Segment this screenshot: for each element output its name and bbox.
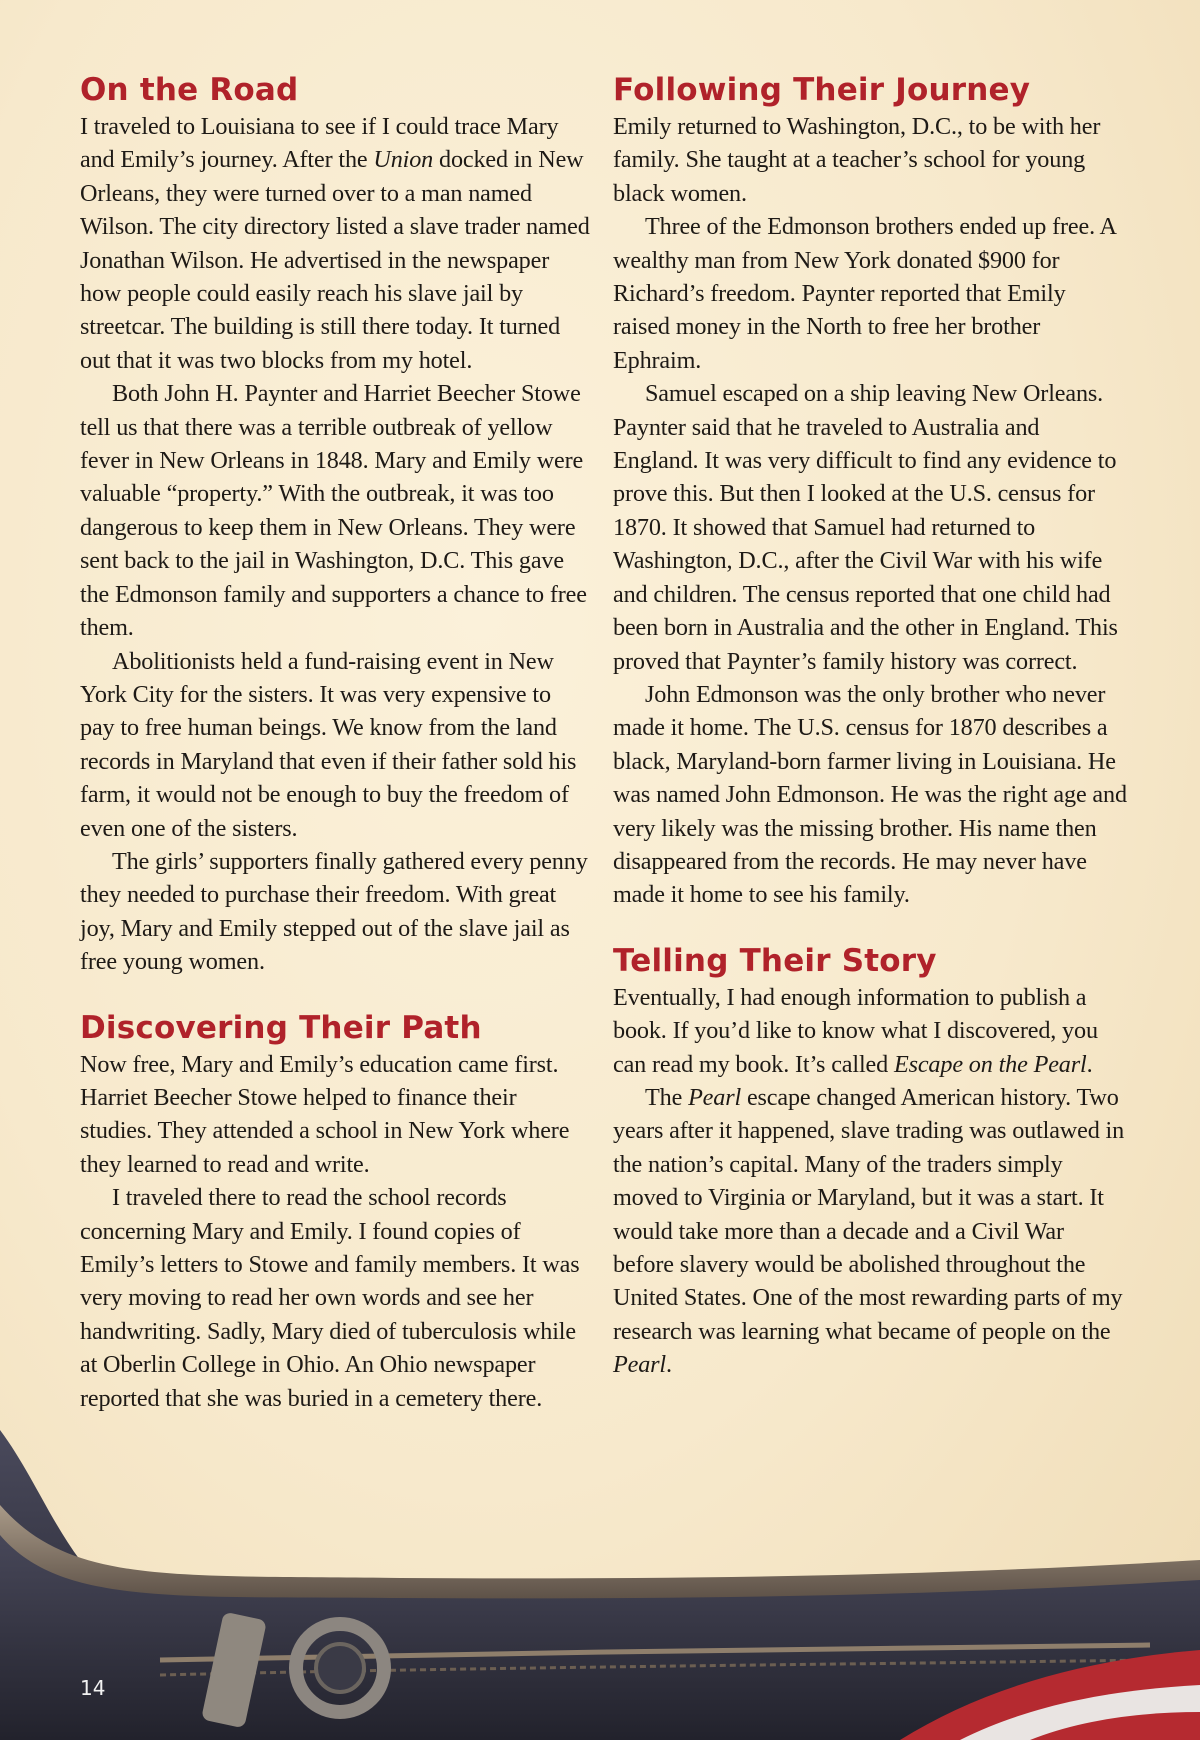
paragraph: I traveled there to read the school records concerning Mary and Emily. I found copies of Emily’s letters to Stowe and family members. It was very moving to read her own words and see her handwriting. Sadly, Mary died of tuberculosis while at Oberlin College in Ohio. An Ohio newspaper reported that she was buried in a cemetery there. [80, 1184, 580, 1412]
paragraph: Three of the Edmonson brothers ended up free. A wealthy man from New York donated $900 for Richard’s freedom. Paynter reported that Emily raised money in the North to free her brother Ephraim. [613, 213, 1116, 374]
paragraph: Now free, Mary and Emily’s education came first. Harriet Beecher Stowe helped to finance their studies. They attended a school in New York where they learned to read and write. [80, 1050, 570, 1178]
paragraph: The girls’ supporters finally gathered every penny they needed to purchase their freedom. With great joy, Mary and Emily stepped out of the slave jail as free young women. [80, 847, 588, 976]
paragraph: Eventually, I had enough information to publish a book. If you’d like to know what I discovered, you can read my book. It’s called Escape on the Pearl. [613, 983, 1098, 1078]
right-column [613, 70, 1128, 1382]
paragraph: Emily returned to Washington, D.C., to be with her family. She taught at a teacher’s school for young black women. [613, 113, 1101, 207]
paragraph: Both John H. Paynter and Harriet Beecher Stowe tell us that there was a terrible outbreak of yellow fever in New Orleans in 1848. Mary and Emily were valuable “property.” With the outbreak, it was too dangerous to keep them in New Orleans. They were sent back to the jail in Washington, D.C. This gave the Edmonson family and supporters a chance to free them. [80, 380, 587, 642]
page-number: 14 [80, 1676, 106, 1700]
paragraph: The Pearl escape changed American history. Two years after it happened, slave trading was outlawed in the nation’s capital. Many of the traders simply moved to Virginia or Maryland, but it was a start. It would take more than a decade and a Civil War before slavery would be abolished throughout the United States. One of the most rewarding parts of my research was learning what became of people on the Pearl. [613, 1083, 1125, 1379]
section-title-following-their-journey: Following Their Journey [613, 72, 1031, 108]
paragraph: Samuel escaped on a ship leaving New Orleans. Paynter said that he traveled to Australia and England. It was very difficult to find any evidence to prove this. But then I looked at the U.S. census for 1870. It showed that Samuel had returned to Washington, D.C., after the Civil War with his wife and children. The census reported that one child had been born in Australia and the other in England. This proved that Paynter’s family history was correct. [613, 380, 1118, 675]
paragraph: Abolitionists held a fund-raising event in New York City for the sisters. It was very expensive to pay to free human beings. We know from the land records in Maryland that even if their father sold his farm, it would not be enough to buy the freedom of even one of the sisters. [80, 647, 577, 842]
left-column [80, 70, 590, 1415]
section-title-on-the-road: On the Road [80, 72, 299, 108]
section-title-telling-their-story: Telling Their Story [613, 942, 937, 979]
paragraph: I traveled to Louisiana to see if I could trace Mary and Emily’s journey. After the Union docked in New Orleans, they were turned over to a man named Wilson. The city directory listed a slave trader named Jonathan Wilson. He advertised in the newspaper how people could easily reach his slave jail by streetcar. The building is still there today. It turned out that it was two blocks from my hotel. [80, 113, 590, 374]
paragraph: John Edmonson was the only brother who never made it home. The U.S. census for 1870 describes a black, Maryland-born farmer living in Louisiana. He was named John Edmonson. He was the right age and very likely was the missing brother. His name then disappeared from the records. He may never have made it home to see his family. [613, 680, 1127, 909]
section-title-discovering-their-path: Discovering Their Path [80, 1009, 482, 1046]
